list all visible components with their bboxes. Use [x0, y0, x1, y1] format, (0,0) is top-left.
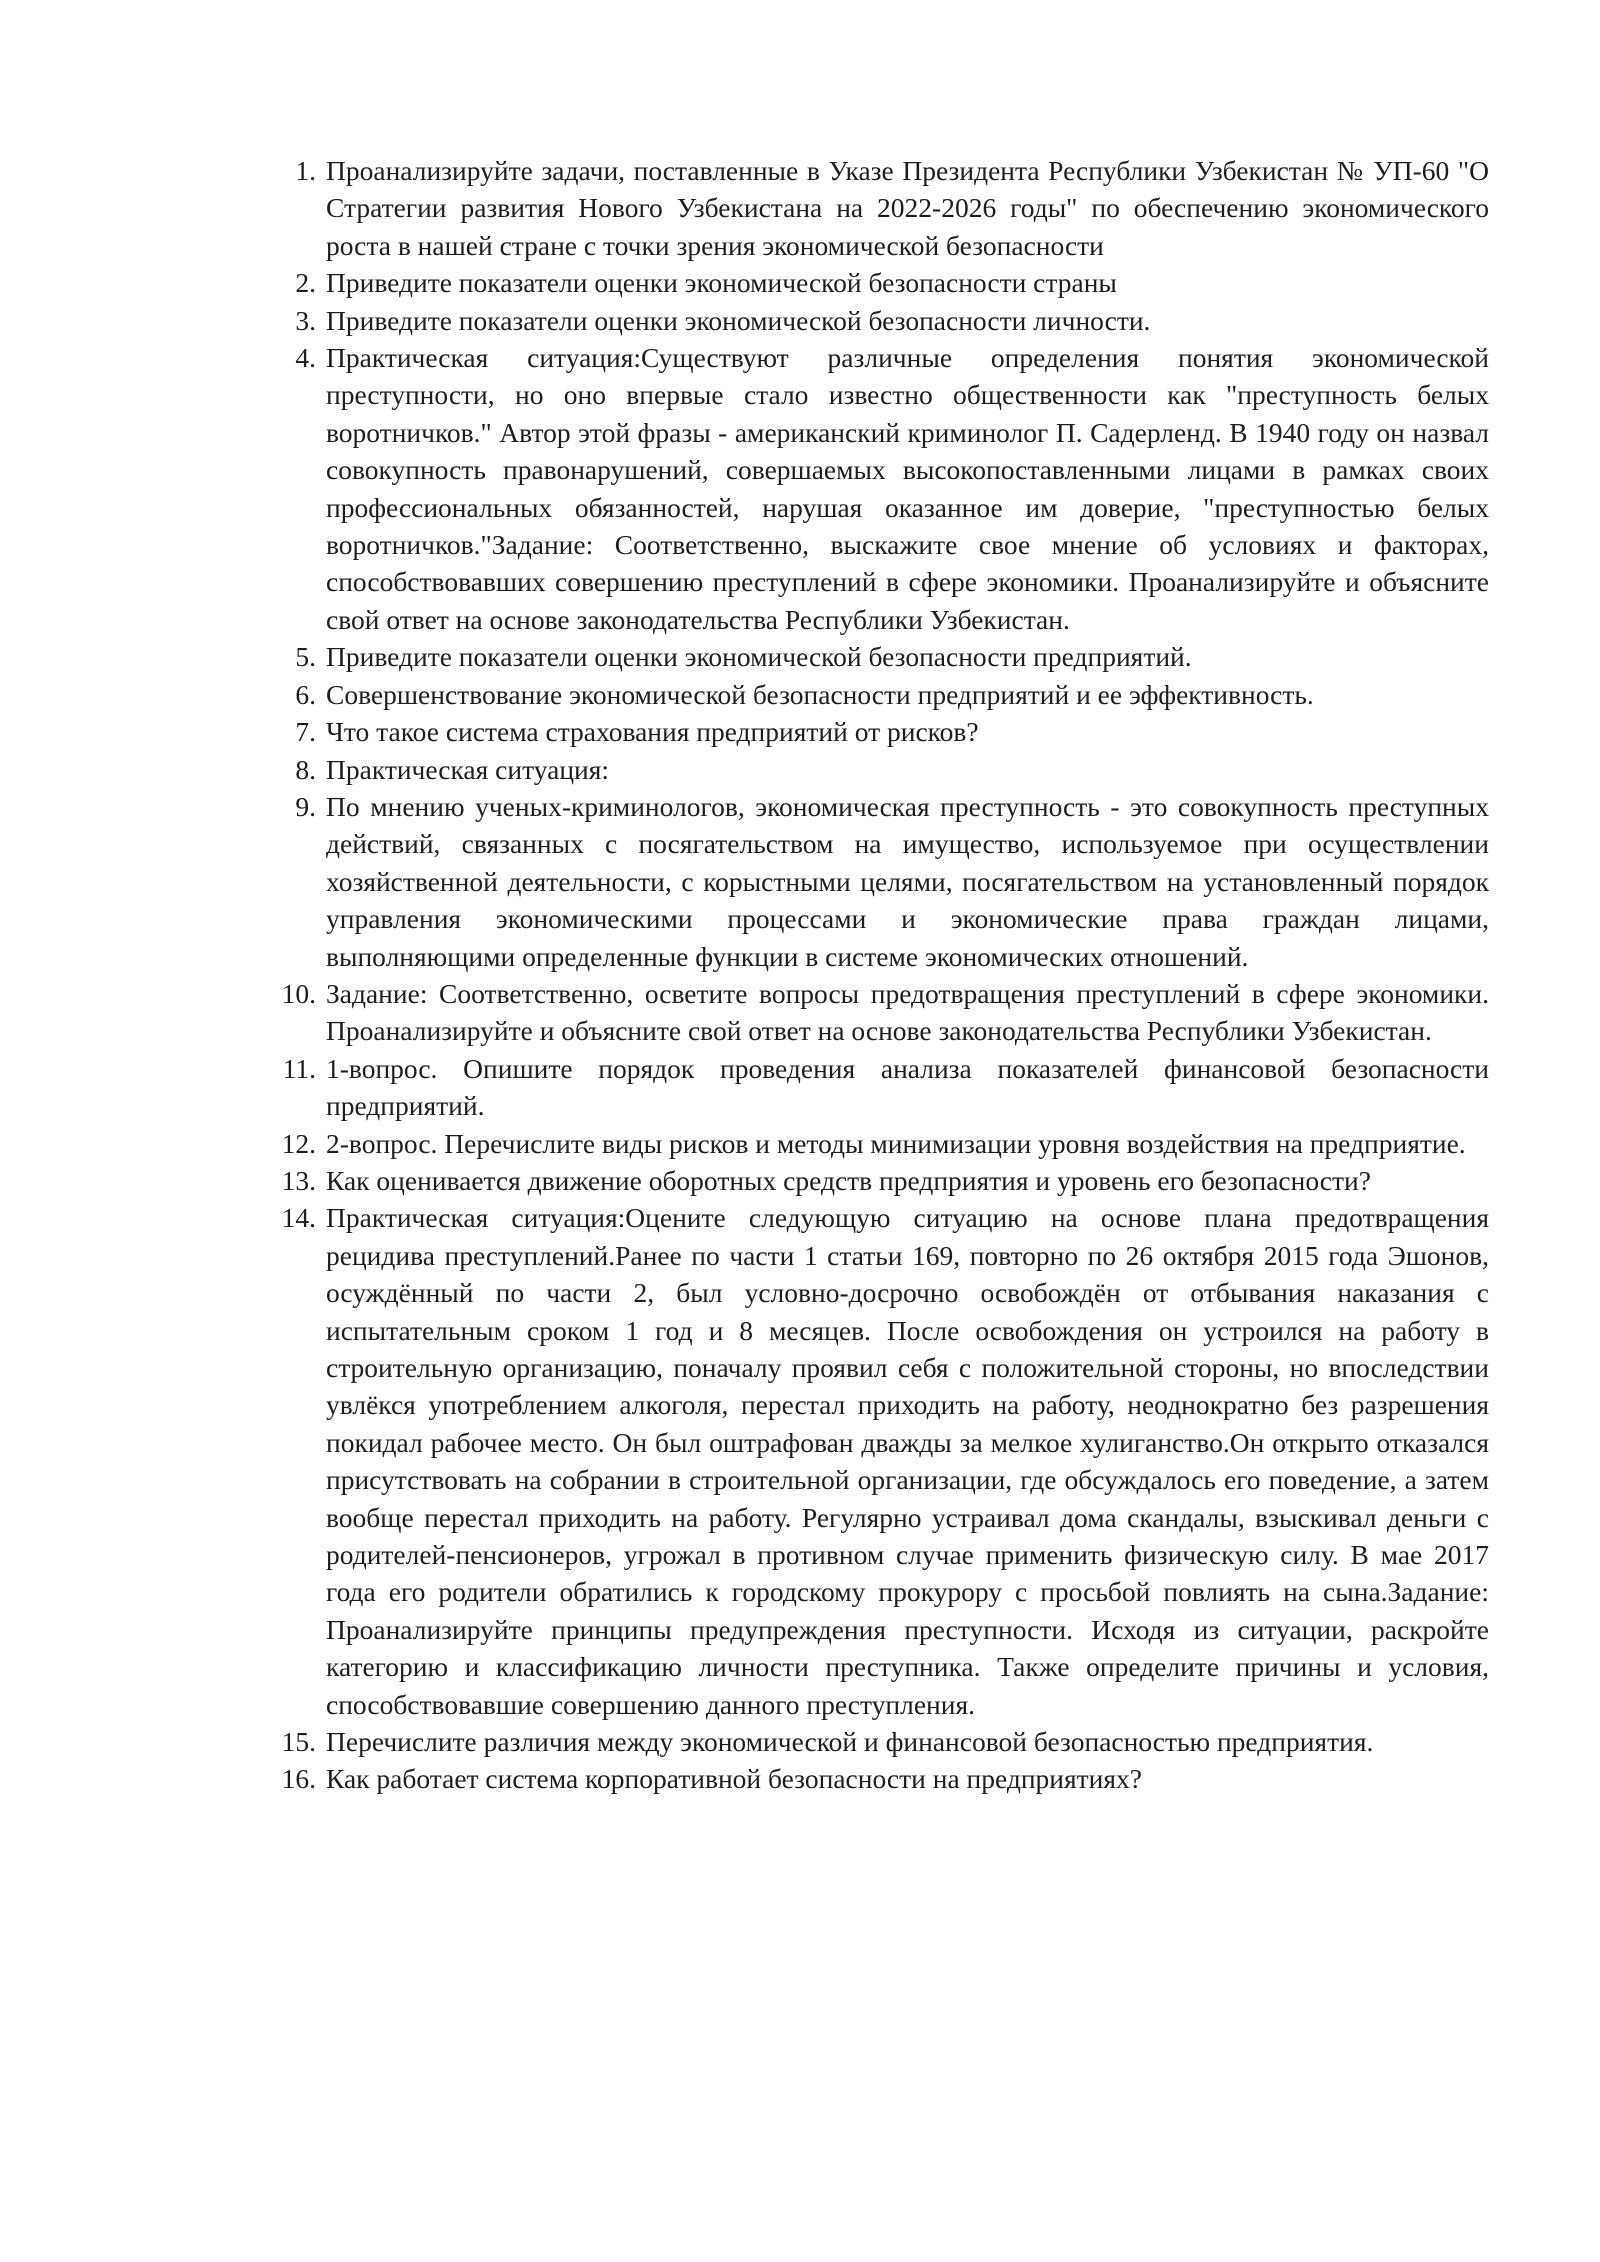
- list-item: [272, 1125, 1489, 1162]
- item-text: Задание: Соответственно, осветите вопросы предотвращения преступлений в сфере экономики. Проанализируйте и объясните свой ответ на основе законодательства Республики Узбекистан.: [326, 977, 1489, 1047]
- item-text: Что такое система страхования предприятий от рисков?: [326, 716, 979, 748]
- item-number: 4.: [295, 342, 316, 374]
- item-text: 1-вопрос. Опишите порядок проведения анализа показателей финансовой безопасности предприятий.: [326, 1052, 1489, 1122]
- item-number: 13.: [281, 1164, 316, 1196]
- item-number: 2.: [295, 267, 316, 299]
- list-item: [272, 975, 1489, 1050]
- item-text: Как оценивается движение оборотных средств предприятия и уровень его безопасности?: [326, 1164, 1371, 1196]
- item-text: 2-вопрос. Перечислите виды рисков и методы минимизации уровня воздействия на предприятие.: [326, 1127, 1466, 1159]
- list-item: [272, 788, 1489, 975]
- question-list: [272, 152, 1489, 1798]
- item-number: 1.: [295, 155, 316, 186]
- item-number: 14.: [281, 1202, 316, 1234]
- list-item: [272, 1199, 1489, 1723]
- item-text: Как работает система корпоративной безопасности на предприятиях?: [326, 1763, 1143, 1795]
- list-item: [272, 751, 1489, 788]
- list-item: [272, 676, 1489, 713]
- list-item: [272, 152, 1489, 264]
- item-text: Совершенствование экономической безопасности предприятий и ее эффективность.: [326, 678, 1314, 710]
- item-text: Приведите показатели оценки экономической безопасности предприятий.: [326, 641, 1192, 673]
- list-item: [272, 713, 1489, 750]
- list-item: [272, 1162, 1489, 1199]
- item-text: Практическая ситуация:Оцените следующую ситуацию на основе плана предотвращения рецидива преступлений.Ранее по части 1 статьи 169, повторно по 26 октября 2015 года Эшонов, осуждённый по части 2, был условно-досрочно освобождён от отбывания наказания с испытательным сроком 1 год и 8 месяцев. После освобождения он устроился на работу в строительную организацию, поначалу проявил себя с положительной стороны, но впоследствии увлёкся употреблением алкоголя, перестал приходить на работу, неоднократно без разрешения покидал рабочее место. Он был оштрафован дважды за мелкое хулиганство.Он открыто отказался присутствовать на собрании в строительной организации, где обсуждалось его поведение, а затем вообще перестал приходить на работу. Регулярно устраивал дома скандалы, взыскивал деньги с родителей-пенсионеров, угрожал в противном случае применить физическую силу. В мае 2017 года его родители обратились к городскому прокурору с просьбой повлиять на сына.Задание: Проанализируйте принципы предупреждения преступности. Исходя из ситуации, раскройте категорию и классификацию личности преступника. Также определите причины и условия, способствовавшие совершению данного преступления.: [326, 1202, 1489, 1720]
- item-text: Приведите показатели оценки экономической безопасности страны: [326, 267, 1117, 299]
- item-number: 11.: [282, 1052, 316, 1084]
- item-number: 9.: [295, 790, 316, 822]
- list-item: [272, 638, 1489, 675]
- item-number: 8.: [295, 753, 316, 785]
- item-number: 3.: [295, 304, 316, 336]
- item-number: 16.: [281, 1763, 316, 1795]
- item-number: 5.: [295, 641, 316, 673]
- item-text: Практическая ситуация:: [326, 753, 610, 785]
- list-item: [272, 1050, 1489, 1125]
- list-item: [272, 302, 1489, 339]
- list-item: [272, 339, 1489, 638]
- item-number: 7.: [295, 716, 316, 748]
- item-text: Перечислите различия между экономической и финансовой безопасностью предприятия.: [326, 1726, 1374, 1758]
- item-number: 6.: [295, 678, 316, 710]
- item-number: 15.: [281, 1726, 316, 1758]
- list-item: [272, 1760, 1489, 1797]
- item-text: По мнению ученых-криминологов, экономическая преступность - это совокупность преступных действий, связанных с посягательством на имущество, используемое при осуществлении хозяйственной деятельности, с корыстными целями, посягательством на установленный порядок управления экономическими процессами и экономические права граждан лицами, выполняющими определенные функции в системе экономических отношений.: [326, 790, 1489, 972]
- item-number: 10.: [281, 977, 316, 1009]
- list-item: [272, 264, 1489, 301]
- item-text: Проанализируйте задачи, поставленные в Указе Президента Республики Узбекистан № УП-60 "О Стратегии развития Нового Узбекистана на 2022-2026 годы" по обеспечению экономического роста в нашей стране с точки зрения экономической безопасности: [326, 155, 1489, 261]
- item-text: Практическая ситуация:Существуют различные определения понятия экономической преступности, но оно впервые стало известно общественности как "преступность белых воротничков." Автор этой фразы - американский криминолог П. Садерленд. В 1940 году он назвал совокупность правонарушений, совершаемых высокопоставленными лицами в рамках своих профессиональных обязанностей, нарушая оказанное им доверие, "преступностью белых воротничков."Задание: Соответственно, выскажите свое мнение об условиях и факторах, способствовавших совершению преступлений в сфере экономики. Проанализируйте и объясните свой ответ на основе законодательства Республики Узбекистан.: [326, 342, 1489, 635]
- item-number: 12.: [281, 1127, 316, 1159]
- list-item: [272, 1723, 1489, 1760]
- item-text: Приведите показатели оценки экономической безопасности личности.: [326, 304, 1151, 336]
